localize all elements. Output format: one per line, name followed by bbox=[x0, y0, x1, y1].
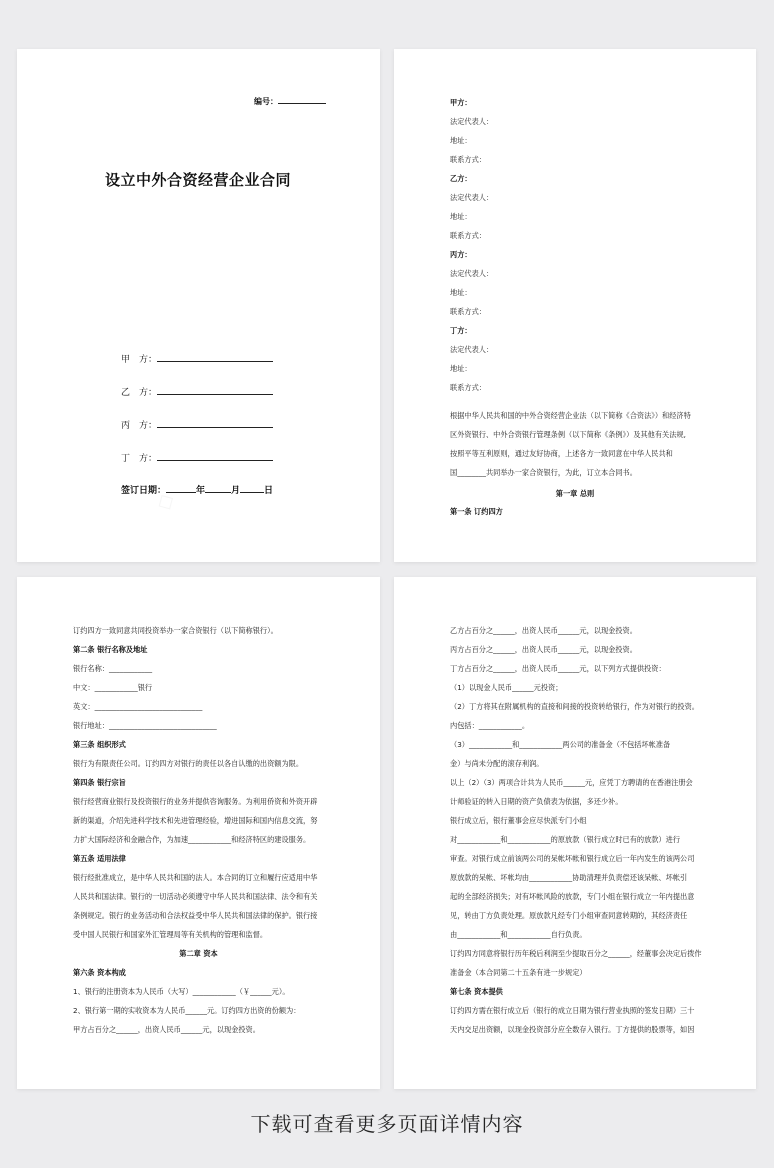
section-heading: 第二条 银行名称及地址 bbox=[73, 645, 148, 654]
text-line: 法定代表人： bbox=[450, 193, 494, 202]
text-line: 地址： bbox=[450, 364, 472, 373]
contract-page-3 bbox=[17, 577, 380, 1089]
text-line: 银行为有限责任公司。订约四方对银行的责任以各自认缴的出资额为限。 bbox=[73, 759, 304, 768]
text-line: 审查。对银行成立前该两公司的呆帐坏帐和银行成立后一年内发生的该两公司 bbox=[450, 854, 695, 863]
text-line: 起的全部经济损失；对有坏帐风险的放款，专门小组在银行成立一年内提出意 bbox=[450, 892, 695, 901]
text-line: 订约四方一致同意共同投资举办一家合资银行（以下简称银行）。 bbox=[73, 626, 278, 635]
article-heading: 第一条 订约四方 bbox=[450, 507, 503, 516]
party-line-a: 甲 方： bbox=[121, 352, 273, 365]
text-line: 地址： bbox=[450, 288, 472, 297]
contract-number-label: 编号： bbox=[254, 97, 278, 106]
section-heading: 第七条 资本提供 bbox=[450, 987, 503, 996]
text-line: 联系方式： bbox=[450, 155, 486, 164]
contract-number bbox=[254, 94, 326, 107]
text-line: 联系方式： bbox=[450, 383, 486, 392]
section-heading: 第六条 资本构成 bbox=[73, 968, 126, 977]
text-line: 订约四方需在银行成立后（银行的成立日期为银行营业执照的签发日期）三十 bbox=[450, 1006, 695, 1015]
preamble-line: 国________共同举办一家合资银行，为此，订立本合同书。 bbox=[450, 468, 637, 477]
contract-page-4 bbox=[394, 577, 756, 1089]
party-line-d: 丁 方： bbox=[121, 451, 273, 464]
text-line: 地址： bbox=[450, 136, 472, 145]
text-line: 1、银行的注册资本为人民币（大写）____________（￥______元）。 bbox=[73, 987, 290, 996]
text-line: （3）____________和____________两公司的准备金（不包括坏帐准备 bbox=[450, 740, 671, 749]
text-line: 新的渠道，介绍先进科学技术和先进管理经验，增进国际和国内信息交流，努 bbox=[73, 816, 318, 825]
text-line: 内包括：____________。 bbox=[450, 721, 530, 730]
text-line: 银行成立后，银行董事会应尽快派专门小组 bbox=[450, 816, 587, 825]
contract-page-2 bbox=[394, 49, 756, 562]
section-heading: 第三条 组织形式 bbox=[73, 740, 126, 749]
text-line: 金）与尚未分配的滚存利润。 bbox=[450, 759, 544, 768]
text-line: 英文：______________________________ bbox=[73, 702, 203, 711]
text-line: （1）以现金人民币______元投资； bbox=[450, 683, 563, 692]
section-heading: 乙方： bbox=[450, 174, 472, 183]
text-line: 2、银行第一期的实收资本为人民币______元。订约四方出资的份额为： bbox=[73, 1006, 301, 1015]
chapter-heading: 第一章 总则 bbox=[555, 489, 595, 498]
text-line: 以上（2）（3）两项合计共为人民币______元，应凭丁方聘请的在香港注册会 bbox=[450, 778, 693, 787]
party-line-b: 乙 方： bbox=[121, 385, 273, 398]
preamble-line: 区外资银行、中外合资银行管理条例（以下简称《条例》）及其他有关法规, bbox=[450, 430, 686, 439]
section-heading: 丁方： bbox=[450, 326, 472, 335]
text-line: 见，转由丁方负责处理。原放款凡经专门小组审查同意转期的，其经济责任 bbox=[450, 911, 688, 920]
text-line: 法定代表人： bbox=[450, 269, 494, 278]
section-heading: 甲方： bbox=[450, 98, 472, 107]
text-line: 原放款的呆帐、坏帐均由____________协助清理并负责偿还该呆帐、坏帐引 bbox=[450, 873, 688, 882]
signing-date: 签订日期： 年 月 日 bbox=[121, 483, 273, 496]
text-line: 银行地址：______________________________ bbox=[73, 721, 217, 730]
section-heading: 第二章 资本 bbox=[179, 949, 218, 958]
preamble-line: 根据中华人民共和国的中外合资经营企业法（以下简称《合资法》）和经济特 bbox=[450, 411, 691, 420]
text-line: 受中国人民银行和国家外汇管理局等有关机构的管理和监督。 bbox=[73, 930, 268, 939]
section-heading: 第五条 适用法律 bbox=[73, 854, 126, 863]
text-line: 力扩大国际经济和金融合作，为加速____________和经济特区的建设服务。 bbox=[73, 835, 311, 844]
text-line: 计师验证的转入日期的资产负债表为依据，多还少补。 bbox=[450, 797, 623, 806]
text-line: 由____________和____________自行负责。 bbox=[450, 930, 587, 939]
text-line: 银行名称：____________ bbox=[73, 664, 153, 673]
text-line: 银行经营商业银行及投资银行的业务并提供咨询服务。为利用侨资和外资开辟 bbox=[73, 797, 318, 806]
text-line: 对____________和____________的原放款（银行成立时已有的放款）进行 bbox=[450, 835, 681, 844]
text-line: 法定代表人： bbox=[450, 117, 494, 126]
text-line: 中文：____________银行 bbox=[73, 683, 153, 692]
text-line: 乙方占百分之______，出资人民币______元，以现金投资。 bbox=[450, 626, 637, 635]
text-line: 准备金（本合同第二十五条有进一步规定） bbox=[450, 968, 587, 977]
party-line-c: 丙 方： bbox=[121, 418, 273, 431]
text-line: 联系方式： bbox=[450, 307, 486, 316]
section-heading: 丙方： bbox=[450, 250, 472, 259]
text-line: 天内交足出资额，以现金投资部分应全数存入银行。丁方提供的股票等，如因 bbox=[450, 1025, 695, 1034]
text-line: 订约四方同意将银行历年税后利润至少提取百分之______，经董事会决定后拨作 bbox=[450, 949, 702, 958]
text-line: 银行经批准成立，是中华人民共和国的法人。本合同的订立和履行应适用中华 bbox=[73, 873, 318, 882]
text-line: 联系方式： bbox=[450, 231, 486, 240]
document-title: 设立中外合资经营企业合同 bbox=[105, 171, 292, 189]
contract-cover-page bbox=[17, 49, 380, 562]
section-heading: 第四条 银行宗旨 bbox=[73, 778, 126, 787]
preamble-line: 按照平等互利原则，通过友好协商，上述各方一致同意在中华人民共和 bbox=[450, 449, 673, 458]
text-line: 丁方占百分之______，出资人民币______元，以下列方式提供投资： bbox=[450, 664, 666, 673]
text-line: 人民共和国法律。银行的一切活动必须遵守中华人民共和国法律、法令和有关 bbox=[73, 892, 318, 901]
text-line: 地址： bbox=[450, 212, 472, 221]
text-line: 丙方占百分之______，出资人民币______元，以现金投资。 bbox=[450, 645, 637, 654]
text-line: 法定代表人： bbox=[450, 345, 494, 354]
download-more-caption: 下载可查看更多页面详情内容 bbox=[250, 1112, 524, 1136]
text-line: 条例规定。银行的业务活动和合法权益受中华人民共和国法律的保护。银行接 bbox=[73, 911, 318, 920]
text-line: 甲方占百分之______，出资人民币______元，以现金投资。 bbox=[73, 1025, 260, 1034]
text-line: （2）丁方将其在附属机构的直接和间接的投资转给银行，作为对银行的投资。 bbox=[450, 702, 699, 711]
